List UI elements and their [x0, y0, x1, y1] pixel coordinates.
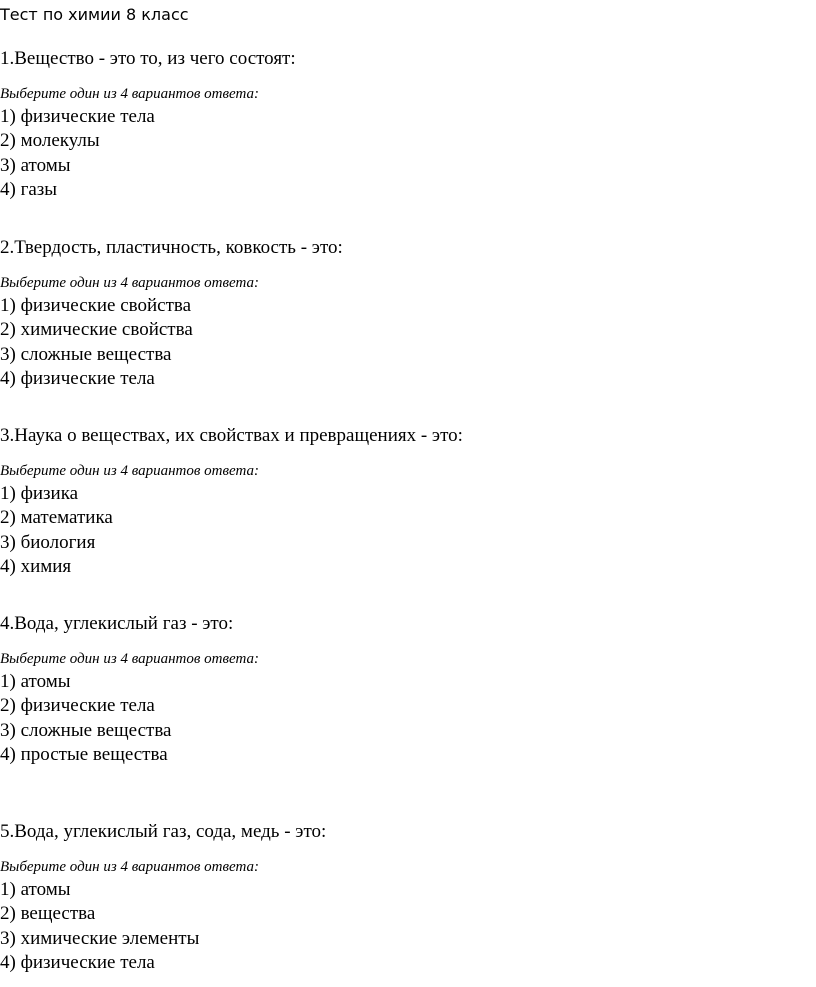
answer-option: 1) физика — [0, 483, 79, 504]
question-instruction: Выберите один из 4 вариантов ответа: — [0, 275, 259, 291]
answer-option: 2) вещества — [0, 903, 96, 925]
answer-option: 4) физические тела — [0, 951, 155, 973]
answer-option: 1) физические свойства — [0, 295, 192, 316]
answer-option: 3) биология — [0, 531, 96, 553]
answer-options — [0, 482, 816, 579]
answer-option: 2) химические свойства — [0, 319, 193, 341]
question-4 — [0, 612, 816, 767]
answer-option: 3) сложные вещества — [0, 719, 172, 741]
question-1 — [0, 47, 816, 202]
question-text: 3.Наука о веществах, их свойствах и превращениях - это: — [0, 425, 463, 446]
answer-option: 2) математика — [0, 507, 113, 529]
answer-option: 2) физические тела — [0, 695, 155, 717]
answer-options — [0, 294, 816, 391]
question-5 — [0, 820, 816, 975]
question-2 — [0, 236, 816, 391]
answer-options — [0, 105, 816, 202]
answer-option: 1) атомы — [0, 671, 71, 692]
answer-option: 4) химия — [0, 555, 72, 577]
question-3 — [0, 424, 816, 579]
question-text: 4.Вода, углекислый газ - это: — [0, 613, 234, 634]
answer-options — [0, 670, 816, 767]
question-instruction: Выберите один из 4 вариантов ответа: — [0, 651, 259, 667]
answer-options — [0, 878, 816, 975]
answer-option: 2) молекулы — [0, 130, 100, 152]
answer-option: 4) простые вещества — [0, 743, 168, 765]
question-text: 2.Твердость, пластичность, ковкость - это: — [0, 237, 343, 258]
question-instruction: Выберите один из 4 вариантов ответа: — [0, 86, 259, 102]
answer-option: 3) атомы — [0, 154, 71, 176]
document-title: Тест по химии 8 класс — [0, 5, 189, 24]
answer-option: 1) атомы — [0, 879, 71, 900]
answer-option: 3) химические элементы — [0, 927, 200, 949]
question-text: 1.Вещество - это то, из чего состоят: — [0, 48, 296, 69]
answer-option: 1) физические тела — [0, 106, 155, 127]
answer-option: 4) физические тела — [0, 367, 155, 389]
question-instruction: Выберите один из 4 вариантов ответа: — [0, 463, 259, 479]
answer-option: 4) газы — [0, 178, 58, 200]
question-instruction: Выберите один из 4 вариантов ответа: — [0, 859, 259, 875]
answer-option: 3) сложные вещества — [0, 343, 172, 365]
question-text: 5.Вода, углекислый газ, сода, медь - это: — [0, 821, 327, 842]
